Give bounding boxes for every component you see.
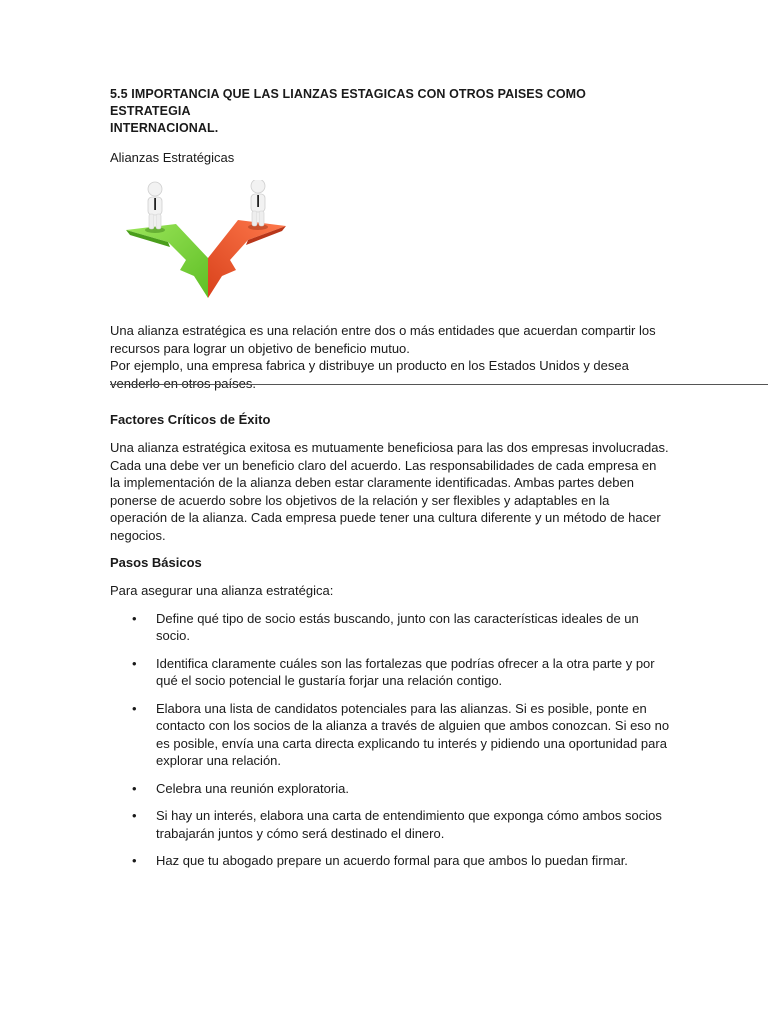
intro-paragraph-2: Por ejemplo, una empresa fabrica y distribuye un producto en los Estados Unidos y desea venderlo en otros países. <box>110 358 629 391</box>
bullet-icon: • <box>132 610 137 626</box>
bullet-icon: • <box>132 700 137 716</box>
bullet-icon: • <box>132 780 137 796</box>
list-item-text: Define qué tipo de socio estás buscando, junto con las características ideales de un socio. <box>156 610 639 643</box>
list-item-text: Si hay un interés, elabora una carta de entendimiento que exponga cómo ambos socios trabajarán juntos y cómo será destinado el dinero. <box>156 808 662 841</box>
left-person-figure <box>145 182 165 233</box>
subtitle: Alianzas Estratégicas <box>110 150 235 165</box>
title-line-1: 5.5 IMPORTANCIA QUE LAS LIANZAS ESTAGICAS CON OTROS PAISES COMO ESTRATEGIA <box>110 87 587 118</box>
list-item <box>110 610 670 645</box>
list-item <box>110 655 670 690</box>
list-item <box>110 852 670 870</box>
horizontal-divider <box>110 384 768 385</box>
bullet-icon: • <box>132 808 137 823</box>
factors-paragraph: Una alianza estratégica exitosa es mutuamente beneficiosa para las dos empresas involucradas. Cada una debe ver un beneficio claro del acuerdo. Las responsabilidades de cada empresa en la implementación de la alianza deben estar claramente identificadas. Ambas partes deben ponerse de acuerdo sobre los objetivos de la relación y ser flexibles y adaptables en la operación de la alianza. Cada empresa puede tener una cultura diferente y un método de hacer negocios. <box>110 440 669 543</box>
intro-paragraph-1: Una alianza estratégica es una relación entre dos o más entidades que acuerdan compartir los recursos para lograr un objetivo de beneficio mutuo. <box>110 323 656 356</box>
document-title <box>110 86 670 137</box>
list-item <box>110 807 670 842</box>
list-item <box>110 700 670 770</box>
list-item <box>110 780 670 798</box>
steps-intro: Para asegurar una alianza estratégica: <box>110 583 334 598</box>
list-item-text: Haz que tu abogado prepare un acuerdo formal para que ambos lo puedan firmar. <box>156 853 628 868</box>
steps-list <box>110 610 670 870</box>
document-body <box>110 86 670 404</box>
list-item-text: Identifica claramente cuáles son las fortalezas que podrías ofrecer a la otra parte y por qué el socio potencial le gustaría forjar una relación contigo. <box>156 655 655 688</box>
bullet-icon: • <box>132 655 137 671</box>
alliance-illustration <box>110 180 310 310</box>
bullet-icon: • <box>132 853 137 868</box>
list-item-text: Elabora una lista de candidatos potenciales para las alianzas. Si es posible, ponte en contacto con los socios de la alianza a través de alguien que ambos conozcan. Si eso no es posible, envía una carta directa explicando tu interés y pidiendo una oportunidad para explorar una relación. <box>156 700 670 768</box>
steps-heading: Pasos Básicos <box>110 555 202 570</box>
title-line-2: INTERNACIONAL. <box>110 121 219 135</box>
document-section-factors <box>110 411 670 880</box>
factors-heading: Factores Críticos de Éxito <box>110 412 271 427</box>
list-item-text: Celebra una reunión exploratoria. <box>156 780 349 796</box>
intro-paragraphs <box>110 322 670 392</box>
